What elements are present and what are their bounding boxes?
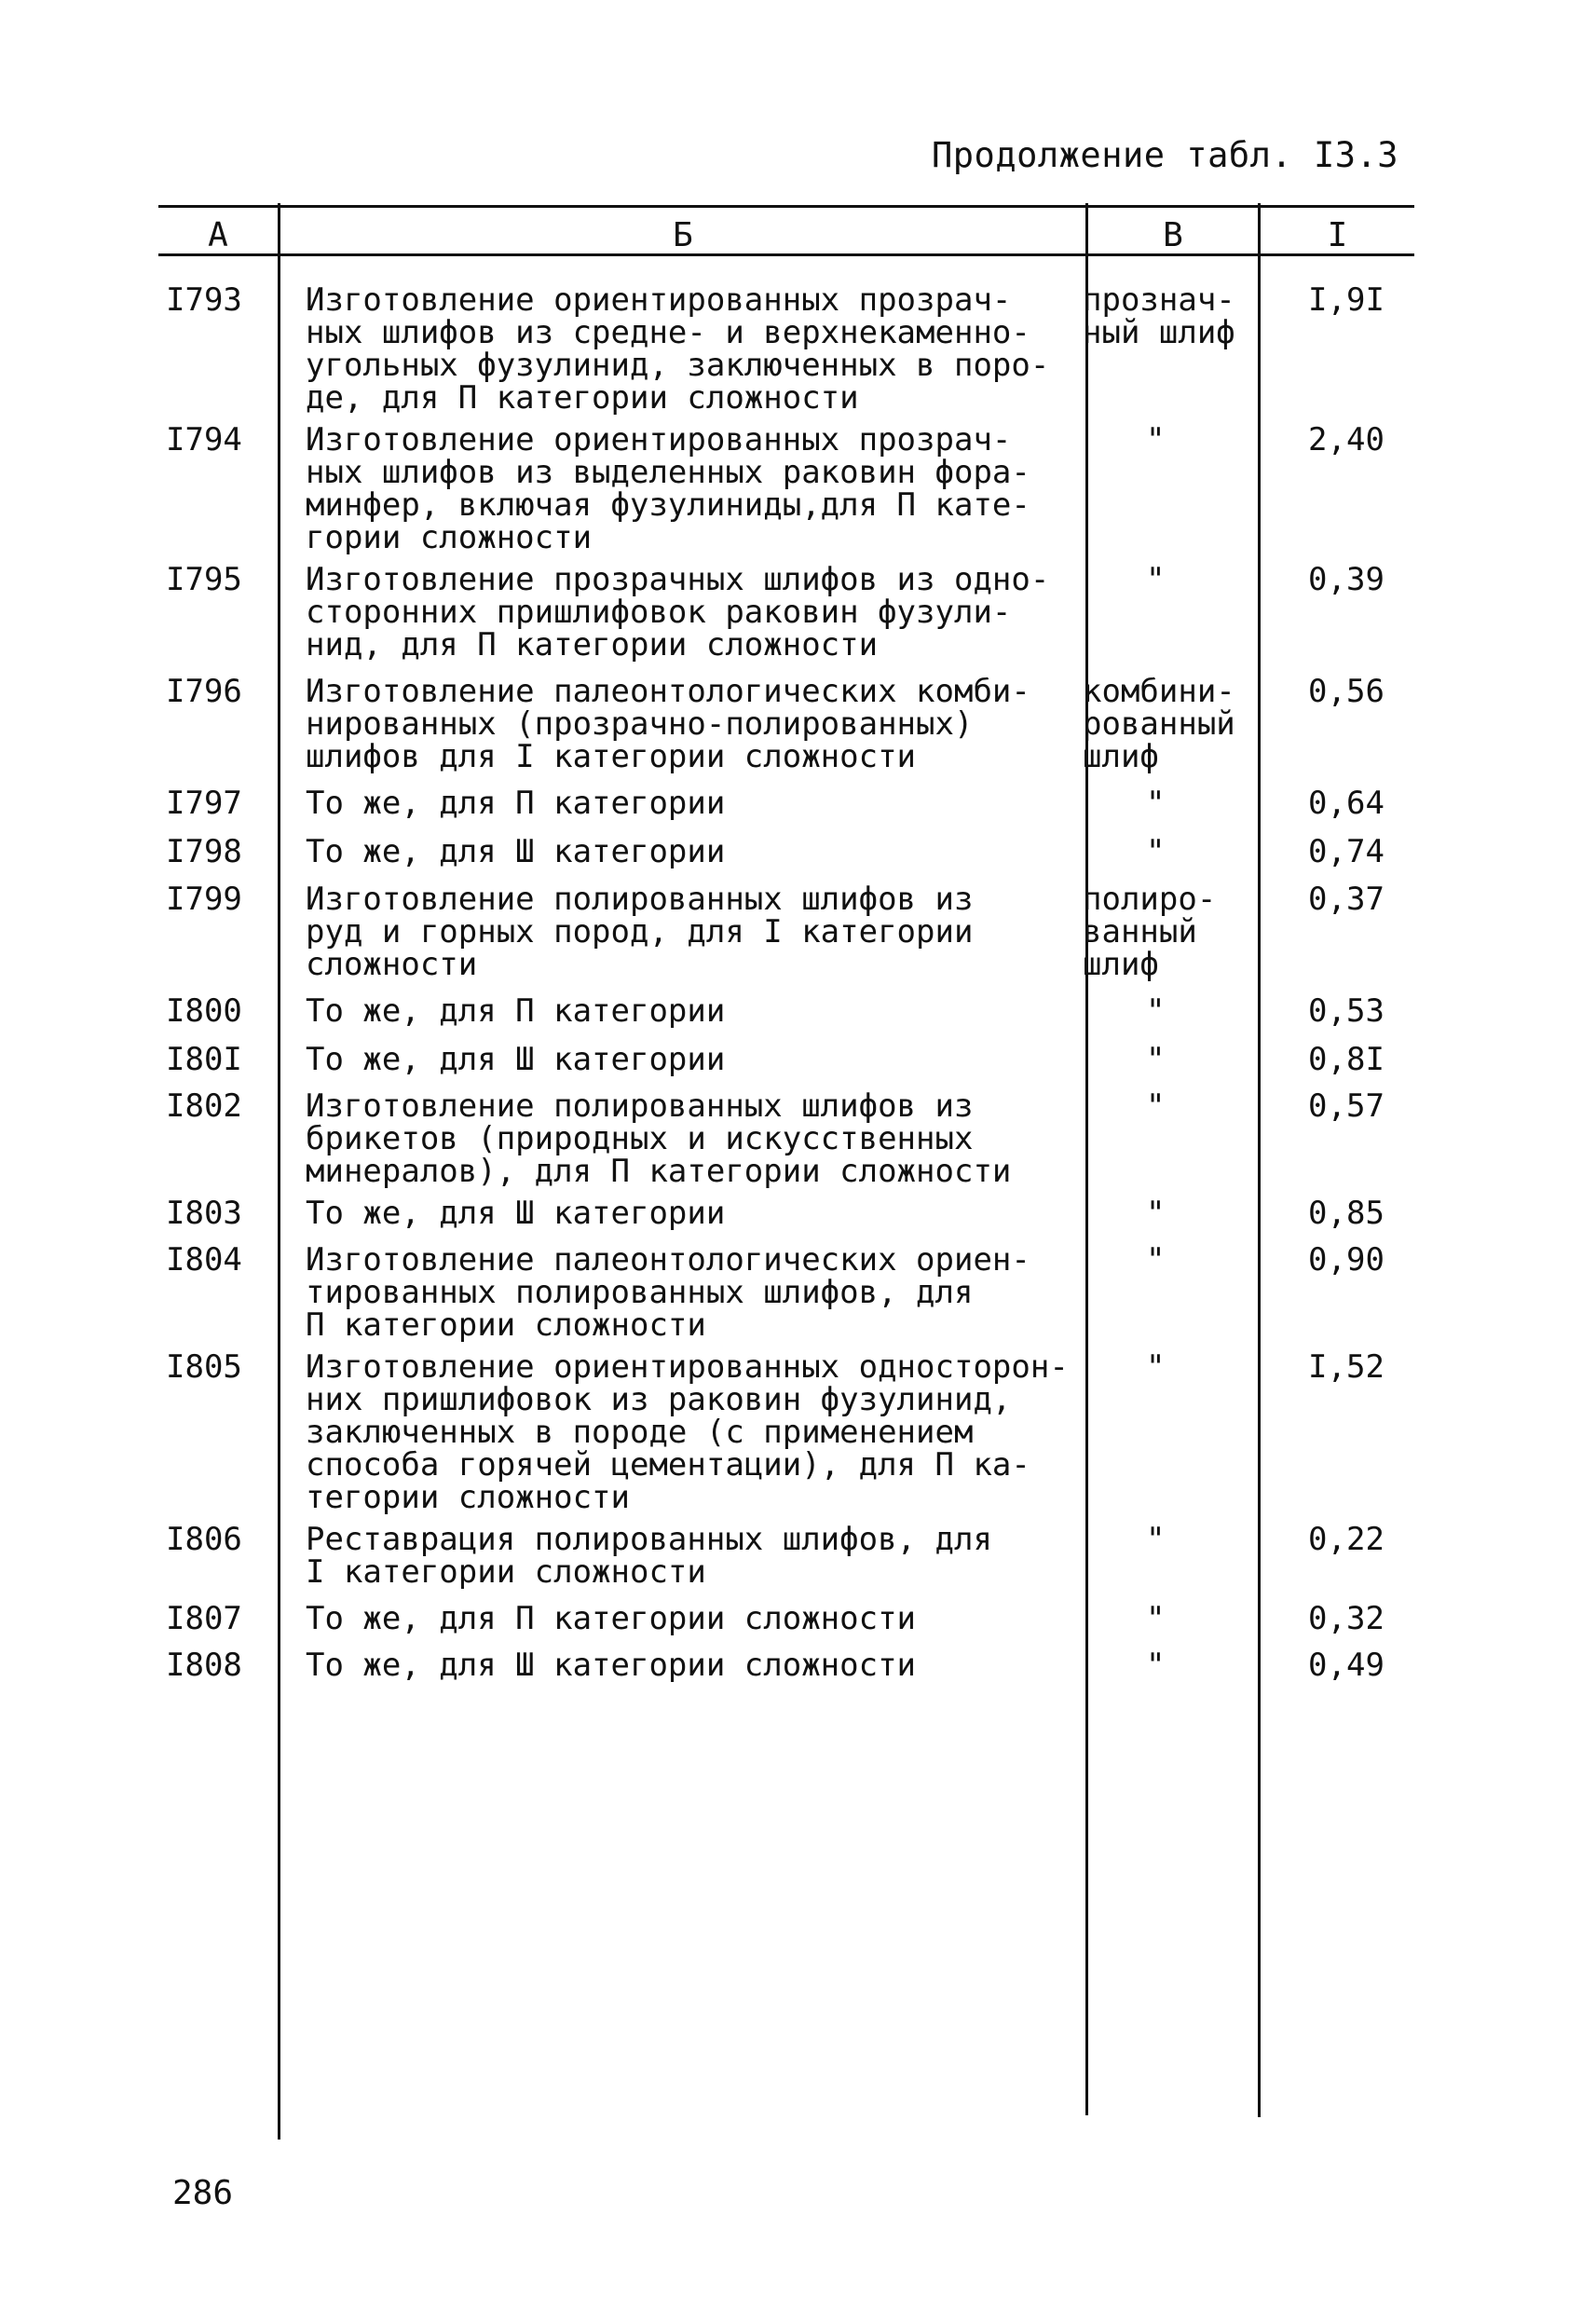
row-unit-ditto: " <box>1146 561 1166 598</box>
row-description: Изготовление палеонтологических комби- нированных (прозрачно-полированных) шлифов для I категории сложности <box>306 673 1030 775</box>
row-value: 0,49 <box>1308 1647 1385 1684</box>
row-description: То же, для П категории сложности <box>306 1600 917 1637</box>
row-number: I803 <box>166 1195 242 1232</box>
row-value: 2,40 <box>1308 421 1385 458</box>
row-number: I804 <box>166 1241 242 1279</box>
row-description: То же, для Ш категории <box>306 1195 726 1232</box>
row-unit-ditto: " <box>1146 1647 1166 1684</box>
row-number: I793 <box>166 281 242 319</box>
row-value: 0,37 <box>1308 881 1385 918</box>
row-description: То же, для Ш категории <box>306 833 726 870</box>
row-description: Изготовление палеонтологических ориен- тированных полированных шлифов, для П категории сложности <box>306 1241 1030 1344</box>
row-value: 0,22 <box>1308 1521 1385 1558</box>
row-number: I808 <box>166 1647 242 1684</box>
row-number: I796 <box>166 673 242 710</box>
row-unit-ditto: " <box>1146 1087 1166 1125</box>
row-value: 0,39 <box>1308 561 1385 598</box>
row-value: 0,32 <box>1308 1600 1385 1637</box>
row-number: I800 <box>166 992 242 1030</box>
row-number: I802 <box>166 1087 242 1125</box>
row-description: Изготовление полированных шлифов из руд и горных пород, для I категории сложности <box>306 881 974 983</box>
row-description: Изготовление ориентированных односторон- них пришлифовок из раковин фузулинид, заключенных в породе (с применением способа горячей цементации), для П ка- тегории сложности <box>306 1348 1069 1516</box>
row-number: I806 <box>166 1521 242 1558</box>
row-value: 0,74 <box>1308 833 1385 870</box>
row-unit-ditto: " <box>1146 833 1166 870</box>
row-number: I795 <box>166 561 242 598</box>
row-description: Изготовление ориентированных прозрач- ных шлифов из средне- и верхнекаменно- угольных фузулинид, заключенных в поро- де, для П категории сложности <box>306 281 1050 417</box>
row-unit-ditto: " <box>1146 1348 1166 1386</box>
row-number: I80I <box>166 1041 242 1078</box>
row-unit: комбини- рованный шлиф <box>1083 673 1235 775</box>
row-value: 0,64 <box>1308 785 1385 822</box>
table-caption: Продолжение табл. I3.3 <box>932 135 1399 175</box>
table-top-rule <box>158 205 1414 208</box>
row-unit-ditto: " <box>1146 1600 1166 1637</box>
row-unit-ditto: " <box>1146 992 1166 1030</box>
row-number: I794 <box>166 421 242 458</box>
row-description: Изготовление прозрачных шлифов из одно- сторонних пришлифовок раковин фузули- нид, для П категории сложности <box>306 561 1050 663</box>
row-number: I797 <box>166 785 242 822</box>
row-number: I807 <box>166 1600 242 1637</box>
row-value: 0,85 <box>1308 1195 1385 1232</box>
header-col-i: I <box>1327 216 1348 254</box>
row-number: I798 <box>166 833 242 870</box>
row-unit-ditto: " <box>1146 1241 1166 1279</box>
row-unit: прознач- ный шлиф <box>1083 281 1235 351</box>
row-description: Изготовление полированных шлифов из брикетов (природных и искусственных минералов), для П категории сложности <box>306 1087 1012 1190</box>
page-number: 286 <box>172 2174 234 2212</box>
header-col-a: А <box>208 216 228 254</box>
row-value: 0,90 <box>1308 1241 1385 1279</box>
row-description: То же, для Ш категории сложности <box>306 1647 917 1684</box>
row-unit-ditto: " <box>1146 785 1166 822</box>
row-unit: полиро- ванный шлиф <box>1083 881 1217 983</box>
row-description: Реставрация полированных шлифов, для I категории сложности <box>306 1521 992 1591</box>
row-unit-ditto: " <box>1146 1521 1166 1558</box>
header-col-v: В <box>1163 216 1183 254</box>
row-value: 0,8I <box>1308 1041 1385 1078</box>
row-unit-ditto: " <box>1146 1041 1166 1078</box>
header-col-b: Б <box>673 216 693 254</box>
row-description: То же, для П категории <box>306 992 726 1030</box>
column-divider-c <box>1258 203 1261 2117</box>
row-description: То же, для Ш категории <box>306 1041 726 1078</box>
column-divider-b <box>1085 203 1088 2115</box>
column-divider-a <box>278 203 280 2140</box>
row-value: 0,53 <box>1308 992 1385 1030</box>
row-value: 0,57 <box>1308 1087 1385 1125</box>
row-number: I799 <box>166 881 242 918</box>
row-description: То же, для П категории <box>306 785 726 822</box>
row-unit-ditto: " <box>1146 421 1166 458</box>
row-value: 0,56 <box>1308 673 1385 710</box>
row-unit-ditto: " <box>1146 1195 1166 1232</box>
row-value: I,9I <box>1308 281 1385 319</box>
row-value: I,52 <box>1308 1348 1385 1386</box>
row-number: I805 <box>166 1348 242 1386</box>
row-description: Изготовление ориентированных прозрач- ных шлифов из выделенных раковин фора- минфер, включая фузулиниды,для П кате- гории сложности <box>306 421 1030 556</box>
